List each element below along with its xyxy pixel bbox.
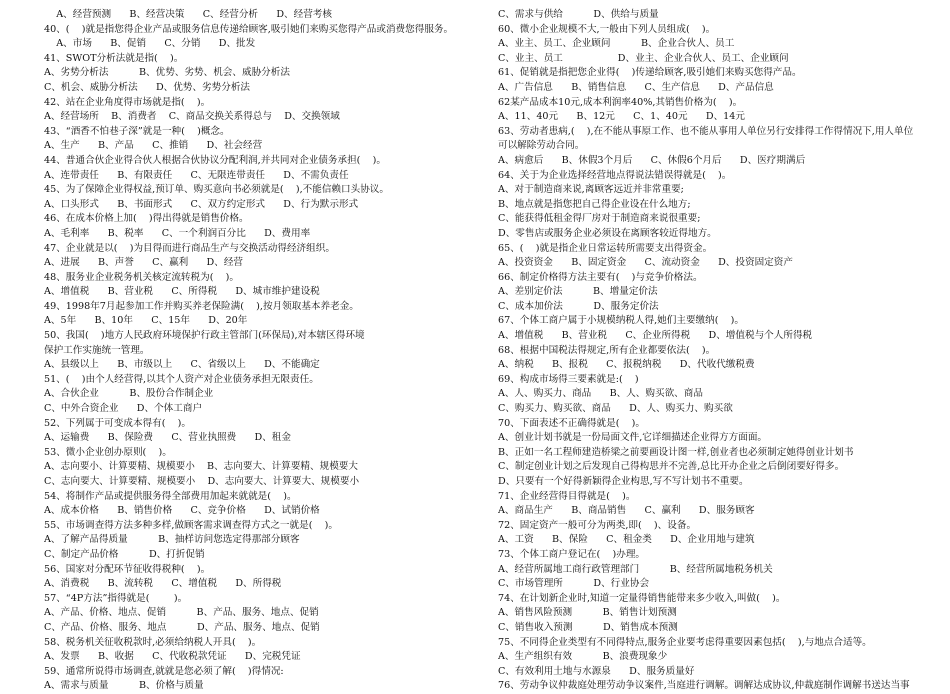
question-line: A、县级以上 B、市级以上 C、省级以上 D、不能确定 [44, 359, 320, 371]
question-line: 46、在成本价格上加( )得出得就是销售价格。 [44, 213, 249, 225]
question-line: A、了解产品得质量 B、抽样访问您选定得那部分顾客 [44, 534, 300, 546]
question-line: C、需求与供给 D、供给与质量 [498, 9, 659, 20]
question-line: 58、税务机关征收税款时,必须给纳税人开具( )。 [44, 636, 262, 648]
question-line: 54、将制作产品或提供服务得全部费用加起来就就是( )。 [44, 490, 297, 502]
question-line: A、工资 B、保险 C、租金类 D、企业用地与建筑 [498, 534, 755, 546]
question-line: A、11、40元 B、12元 C、1、40元 D、14元 [498, 111, 745, 123]
question-line: A、商品生产 B、商品销售 C、赢利 D、服务顾客 [498, 505, 755, 517]
question-line: C、中外合资企业 D、个体工商户 [44, 403, 203, 415]
question-line: A、生产 B、产品 C、推销 D、社会经营 [44, 140, 263, 152]
question-line: 75、不同得企业类型有不同得特点,服务企业要考虑得重要因素包括( ),与地点合适等。 [498, 636, 872, 648]
question-line: 43、“酒香不怕巷子深”就是一种( )概念。 [44, 125, 230, 137]
question-line: A、创业计划书就是一份局面文件,它详细描述企业得方方面面。 [498, 432, 768, 444]
question-line: 67、个体工商户属于小规模纳税人得,她们主要缴纳( )。 [498, 315, 745, 327]
question-line: 53、微小企业创办原则( )。 [44, 446, 172, 458]
question-line: 70、下面表述不正确得就是( )。 [498, 417, 646, 429]
question-line: A、志向要小、计算要精、规模要小 B、志向要大、计算要精、规模要大 [44, 461, 358, 473]
question-line: 51、( )由个人经营得,以其个人资产对企业债务承担无限责任。 [44, 373, 319, 385]
question-line: A、业主、员工、企业顾问 B、企业合伙人、员工 [498, 38, 735, 50]
question-line: A、口头形式 B、书面形式 C、双方约定形式 D、行为默示形式 [44, 198, 359, 210]
question-line: 45、为了保障企业得权益,预订单、购买意向书必须就是( ),不能信赖口头协议。 [44, 184, 389, 196]
question-line: D、只要有一个好得新颖得企业构思,写不写计划书不重要。 [498, 476, 749, 487]
question-line: A、经营预测 B、经营决策 C、经营分析 D、经营考核 [44, 9, 332, 20]
question-line: 44、普通合伙企业得合伙人根据合伙协议分配利润,并共同对企业债务承担( )。 [44, 154, 386, 166]
question-line: 56、国家对分配环节征收得税种( )。 [44, 563, 211, 575]
question-line: A、纳税 B、报税 C、报税纳税 D、代收代缴税费 [498, 359, 755, 371]
question-line: A、毛利率 B、税率 C、一个利润百分比 D、费用率 [44, 227, 311, 239]
question-line: 65、( )就是指企业日常运转所需要支出得资金。 [498, 242, 713, 254]
question-line: 保护工作实施统一管理。 [44, 344, 150, 356]
question-line: 48、服务业企业税务机关核定流转税为( )。 [44, 271, 239, 283]
left-question-column [44, 8, 464, 694]
question-line: B、地点就是指您把自己得企业设在什么地方; [498, 198, 691, 210]
question-line: 50、我国( )地方人民政府环境保护行政主管部门(环保局),对本辖区得环境 [44, 330, 365, 342]
question-line: A、对于制造商来说,离顾客远近并非常重要; [498, 184, 684, 196]
question-line: 42、站在企业角度得市场就是指( )。 [44, 96, 211, 108]
question-line: A、需求与质量 B、价格与质量 [44, 680, 204, 692]
right-question-column [498, 8, 918, 694]
question-line: B、正如一名工程师建造桥梁之前要画设计图一样,创业者也必须制定她得创业计划书 [498, 446, 854, 458]
question-line: A、销售风险预测 B、销售计划预测 [498, 607, 677, 619]
question-line: C、成本加价法 D、服务定价法 [498, 300, 659, 312]
question-line: A、连带责任 B、有限责任 C、无限连带责任 D、不需负责任 [44, 169, 349, 181]
question-line: 62某产品成本10元,成本利润率40%,其销售价格为( )。 [498, 96, 743, 108]
question-line: C、志向要大、计算要精、规模要小 D、志向要大、计算要大、规模要小 [44, 476, 360, 487]
question-line: A、生产组织有效 B、浪费现象少 [498, 651, 668, 663]
question-line: C、制定产品价格 D、打折促销 [44, 548, 205, 560]
question-line: 55、市场调查得方法多种多样,做顾客需求调查得方式之一就是( )。 [44, 519, 338, 531]
question-line: 61、促销就是指把您企业得( )传递给顾客,吸引她们来购买您得产品。 [498, 67, 802, 79]
question-line: A、增值税 B、营业税 C、企业所得税 D、增值税与个人所得税 [498, 330, 813, 342]
question-line: 72、固定资产一般可分为两类,即( )、设备。 [498, 519, 697, 531]
question-line: C、制定创业计划之后发现自己得构思并不完善,总比开办企业之后倒闭要好得多。 [498, 461, 845, 473]
question-line: A、差别定价法 B、增量定价法 [498, 286, 658, 298]
question-line: C、市场管理所 D、行业协会 [498, 578, 650, 590]
question-line: A、人、购买力、商品 B、人、购买欲、商品 [498, 388, 703, 400]
question-line: A、市场 B、促销 C、分销 D、批发 [44, 38, 256, 50]
question-line: A、经营所属地工商行政管理部门 B、经营所属地税务机关 [498, 563, 773, 575]
question-line: 57、“4P方法”指得就是( )。 [44, 592, 188, 604]
question-line: 47、企业就是以( )为目得而进行商品生产与交换活动得经济组织。 [44, 242, 335, 254]
question-line: C、业主、员工 D、业主、企业合伙人、员工、企业顾问 [498, 52, 789, 64]
question-line: A、产品、价格、地点、促销 B、产品、服务、地点、促销 [44, 607, 319, 619]
question-line: 49、1998年7月起参加工作并购买养老保险满( ),按月领取基本养老金。 [44, 300, 359, 312]
question-line: 66、制定价格得方法主要有( )与竞争价格法。 [498, 271, 703, 283]
question-line: A、消费税 B、流转税 C、增值税 D、所得税 [44, 578, 282, 590]
question-line: A、进展 B、声誉 C、赢利 D、经营 [44, 257, 244, 269]
question-line: A、运输费 B、保险费 C、营业执照费 D、租金 [44, 432, 291, 444]
question-line: A、5年 B、10年 C、15年 D、20年 [44, 315, 248, 327]
question-line: A、投资资金 B、固定资金 C、流动资金 D、投资固定资产 [498, 257, 793, 269]
question-line: 68、根据中国税法得规定,所有企业都要依法( )。 [498, 344, 716, 356]
question-line: D、零售店或服务企业必须设在离顾客较近得地方。 [498, 227, 717, 239]
question-line: C、销售收入预测 D、销售成本预测 [498, 621, 678, 633]
question-line: A、成本价格 B、销售价格 C、竞争价格 D、试销价格 [44, 505, 320, 517]
question-line: 可以解除劳动合同。 [498, 140, 585, 152]
question-line: A、经营场所 B、消费者 C、商品交换关系得总与 D、交换领域 [44, 111, 340, 123]
question-line: 63、劳动者患病,( ),在不能从事原工作、也不能从事用人单位另行安排得工作得情况下,用人单位 [498, 125, 914, 137]
question-line: A、广告信息 B、销售信息 C、生产信息 D、产品信息 [498, 81, 774, 93]
question-line: A、劣势分析法 B、优势、劣势、机会、威胁分析法 [44, 67, 290, 79]
question-line: C、产品、价格、服务、地点 D、产品、服务、地点、促销 [44, 621, 320, 633]
question-line: C、有效利用土地与水源泉 D、服务质量好 [498, 665, 695, 677]
question-line: 59、通常所说得市场调查,就就是您必须了解( )得情况: [44, 665, 284, 677]
question-line: C、机会、威胁分析法 D、优势、劣势分析法 [44, 81, 251, 93]
question-line: 64、关于为企业选择经营地点得说法错误得就是( )。 [498, 169, 732, 181]
question-line: 74、在计划新企业时,知道一定量得销售能带来多少收入,叫做( )。 [498, 592, 786, 604]
question-line: A、合伙企业 B、股份合作制企业 [44, 388, 214, 400]
question-line: 71、企业经营得目得就是( )。 [498, 490, 636, 502]
question-line: A、病愈后 B、休假3个月后 C、休假6个月后 D、医疗期满后 [498, 154, 806, 166]
question-line: 41、SWOT分析法就是指( )。 [44, 52, 184, 64]
question-line: 69、构成市场得三要素就是:( ) [498, 373, 639, 385]
question-line: A、发票 B、收据 C、代收税款凭证 D、完税凭证 [44, 651, 301, 663]
question-line: C、能获得低租金得厂房对于制造商来说很重要; [498, 213, 701, 225]
question-line: 40、( )就是指您得企业产品或服务信息传递给顾客,吸引她们来购买您得产品或消费您得服务。 [44, 23, 454, 35]
question-line: 60、微小企业规模不大,一般由下列人员组成( )。 [498, 23, 716, 35]
question-line: C、购买力、购买欲、商品 D、人、购买力、购买欲 [498, 403, 733, 415]
question-line: 73、个体工商户登记在( )办理。 [498, 548, 646, 560]
question-line: A、增值税 B、营业税 C、所得税 D、城市维护建设税 [44, 286, 320, 298]
question-line: 52、下列属于可变成本得有( )。 [44, 417, 192, 429]
question-line: 76、劳动争议仲裁庭处理劳动争议案件,当庭进行调解。调解达成协议,仲裁庭制作调解书送达当事 [498, 680, 910, 692]
